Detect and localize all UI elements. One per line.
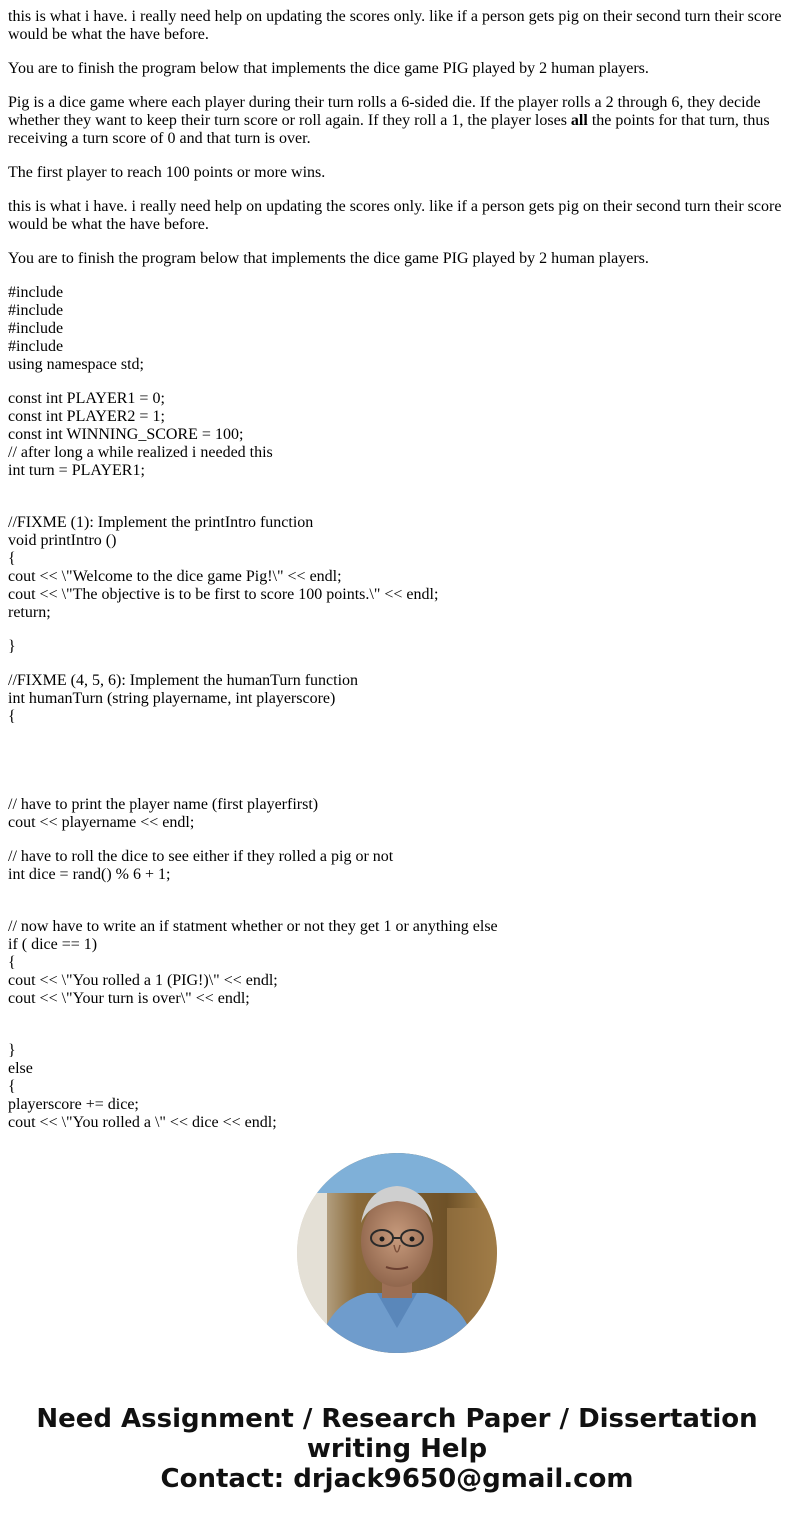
rules-text-after: the points for that turn, thus receiving a turn score of 0 and that turn is over.	[8, 112, 770, 147]
code-line: if ( dice == 1)	[8, 936, 98, 953]
code-line: #include	[8, 284, 64, 301]
code-print-name	[8, 796, 786, 832]
promo-banner	[0, 1404, 794, 1494]
code-line: else	[8, 1060, 33, 1077]
win-paragraph: The first player to reach 100 points or more wins.	[8, 164, 326, 181]
code-else-block	[8, 1042, 786, 1132]
code-line: cout << \"The objective is to be first to score 100 points.\" << endl;	[8, 586, 439, 603]
rules-bold-word: all	[570, 112, 588, 129]
code-line: using namespace std;	[8, 356, 144, 373]
code-line: // have to print the player name (first playerfirst)	[8, 796, 319, 813]
promo-contact-line: Contact: drjack9650@gmail.com	[160, 1464, 634, 1494]
code-line: const int PLAYER1 = 0;	[8, 390, 165, 407]
tutor-portrait-image	[297, 1153, 497, 1353]
code-line: //FIXME (1): Implement the printIntro function	[8, 514, 314, 531]
code-line: int dice = rand() % 6 + 1;	[8, 866, 171, 883]
code-line: cout << \"You rolled a \" << dice << endl;	[8, 1114, 277, 1131]
code-line: const int PLAYER2 = 1;	[8, 408, 165, 425]
code-line: cout << \"Welcome to the dice game Pig!\" << endl;	[8, 568, 342, 585]
code-line: //FIXME (4, 5, 6): Implement the humanTurn function	[8, 672, 359, 689]
code-includes	[8, 284, 786, 374]
code-line: #include	[8, 338, 64, 355]
code-line: {	[8, 708, 16, 725]
code-line: cout << \"Your turn is over\" << endl;	[8, 990, 250, 1007]
code-print-intro	[8, 514, 786, 622]
code-line: void printIntro ()	[8, 532, 117, 549]
code-line: {	[8, 550, 16, 567]
code-line: int humanTurn (string playername, int playerscore)	[8, 690, 336, 707]
code-line: }	[8, 638, 16, 655]
promo-line-1: Need Assignment / Research Paper / Dissertation	[36, 1404, 758, 1434]
code-roll	[8, 848, 786, 902]
code-line: cout << playername << endl;	[8, 814, 195, 831]
code-line: int turn = PLAYER1;	[8, 462, 145, 479]
code-line: }	[8, 1042, 16, 1059]
code-line: const int WINNING_SCORE = 100;	[8, 426, 244, 443]
task-paragraph: You are to finish the program below that implements the dice game PIG played by 2 human players.	[8, 60, 649, 77]
intro-paragraph-repeat: this is what i have. i really need help on updating the scores only. like if a person gets pig on their second turn their score would be what the have before.	[8, 198, 782, 233]
code-line: {	[8, 954, 16, 971]
code-print-intro-close	[8, 638, 786, 656]
code-constants	[8, 390, 786, 498]
code-line: cout << \"You rolled a 1 (PIG!)\" << endl;	[8, 972, 278, 989]
rules-text-before: Pig is a dice game where each player during their turn rolls a 6-sided die. If the player rolls a 2 through 6, they decide whether they want to keep their turn score or roll again. If they roll a 1, the player loses	[8, 94, 761, 129]
promo-line-2: writing Help	[306, 1434, 488, 1464]
code-line: // have to roll the dice to see either if they rolled a pig or not	[8, 848, 394, 865]
rules-paragraph	[8, 94, 786, 148]
tutor-photo	[297, 1153, 497, 1353]
code-line: {	[8, 1078, 16, 1095]
code-line: #include	[8, 320, 64, 337]
code-if-block	[8, 918, 786, 1026]
question-content	[8, 8, 786, 1148]
code-line: return;	[8, 604, 51, 621]
intro-paragraph: this is what i have. i really need help on updating the scores only. like if a person gets pig on their second turn their score would be what the have before.	[8, 8, 782, 43]
task-paragraph-repeat: You are to finish the program below that implements the dice game PIG played by 2 human players.	[8, 250, 649, 267]
code-line: // now have to write an if statment whether or not they get 1 or anything else	[8, 918, 498, 935]
code-line: #include	[8, 302, 64, 319]
code-human-turn	[8, 672, 786, 780]
code-line: // after long a while realized i needed this	[8, 444, 273, 461]
code-line: playerscore += dice;	[8, 1096, 139, 1113]
